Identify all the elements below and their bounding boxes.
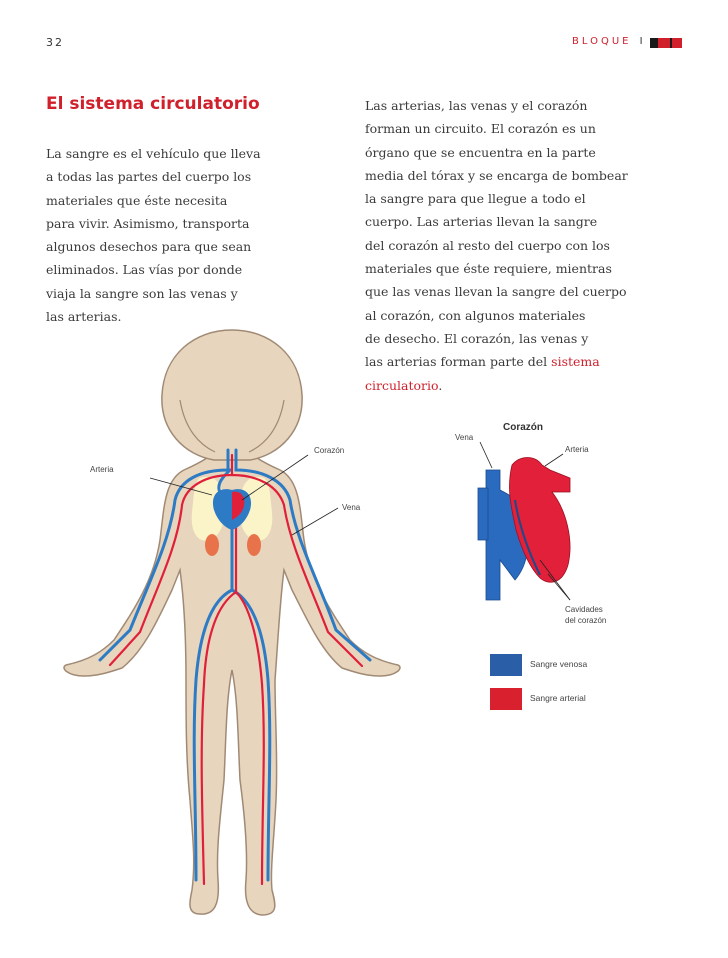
section-title: El sistema circulatorio [46,94,260,114]
text-line: materiales que éste requiere, mientras [365,261,612,277]
legend-item-venous [490,654,660,678]
heart-label-cavidades-1: Cavidades [565,605,603,614]
highlight-term: sistema [551,354,600,370]
text-line: La sangre es el vehículo que lleva [46,146,261,161]
legend-item-arterial [490,688,660,712]
text-line: eliminados. Las vías por donde [46,262,243,278]
legend-label-venous: Sangre venosa [530,659,588,669]
highlight-term: circulatorio [365,377,439,393]
heart-label-vena: Vena [455,433,474,442]
text-line: algunos desechos para que sean [46,239,252,255]
block-label [572,36,646,47]
heart-diagram-title: Corazón [503,422,543,433]
heart-label-cavidades-2: del corazón [565,616,607,625]
text-line: cuerpo. Las arterias llevan la sangre [365,214,598,230]
intro-paragraph [46,142,346,328]
text-segment: . [438,377,443,393]
block-label-text: BLOQUE [572,36,632,47]
block-number: I [639,36,646,47]
text-line: media del tórax y se encarga de bombear [365,167,628,183]
label-arteria: Arteria [90,465,114,474]
text-line: viaja la sangre son las venas y [46,285,238,301]
legend-label-arterial: Sangre arterial [530,693,586,703]
page-number: 32 [46,36,64,49]
child-body-silhouette [64,330,400,915]
block-color-mark [650,38,682,48]
text-segment: las arterias forman parte del [365,354,548,370]
text-line: materiales que éste necesita [46,192,228,208]
text-line: la sangre para que llegue a todo el [365,191,586,207]
legend-swatch-venous [490,654,522,676]
heart-diagram [440,410,620,630]
text-line: órgano que se encuentra en la parte [365,144,596,160]
label-corazon: Corazón [314,446,345,455]
text-line: de desecho. El corazón, las venas y [365,330,589,346]
body-circulation-illustration [0,320,420,940]
text-line: a todas las partes del cuerpo los [46,169,252,185]
text-line: del corazón al resto del cuerpo con los [365,237,610,253]
heart-label-arteria: Arteria [565,445,589,454]
legend-swatch-arterial [490,688,522,710]
text-line: las arterias. [46,309,122,325]
text-line: forman un circuito. El corazón es un [365,121,596,137]
label-vena: Vena [342,503,361,512]
text-line: al corazón, con algunos materiales [365,307,586,323]
text-line: que las venas llevan la sangre del cuerpo [365,284,627,300]
text-line: para vivir. Asimismo, transporta [46,215,250,231]
text-line: Las arterias, las venas y el corazón [365,98,588,113]
